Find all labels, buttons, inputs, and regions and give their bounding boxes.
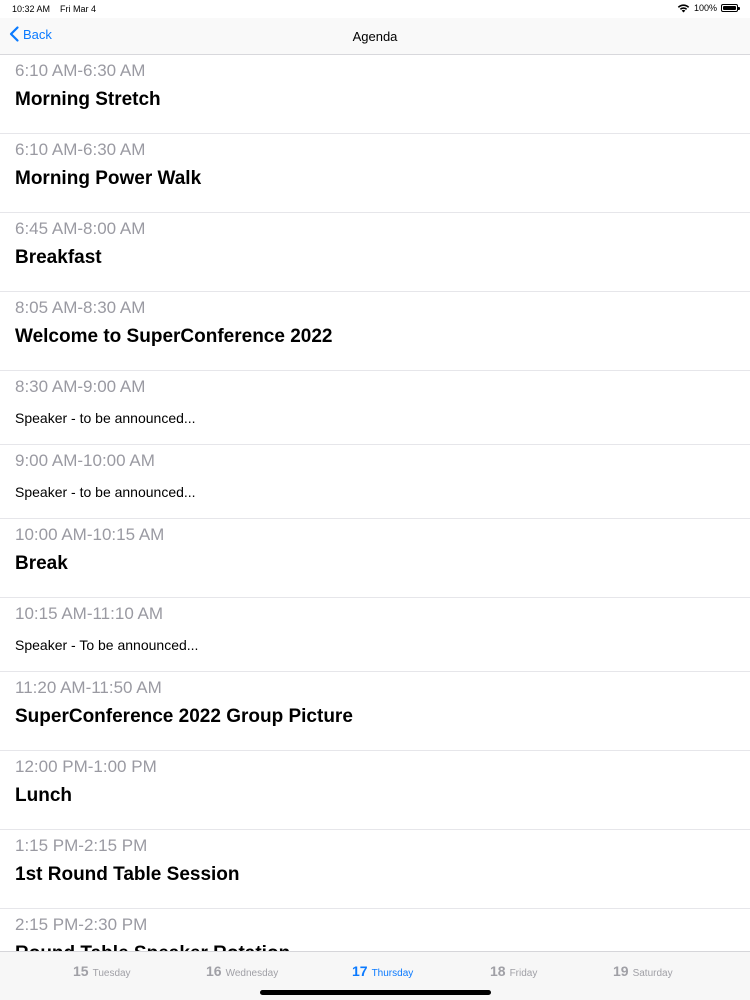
tab-day-17[interactable]	[352, 963, 413, 979]
tab-day-16[interactable]	[206, 963, 278, 979]
agenda-item-morning-power-walk[interactable]	[0, 134, 750, 213]
tab-day-19[interactable]	[613, 963, 673, 979]
battery-percent: 100%	[693, 3, 717, 13]
agenda-item-title: Morning Power Walk	[15, 168, 202, 189]
agenda-item-time: 9:00 AM-10:00 AM	[15, 451, 155, 470]
agenda-item-speaker: Speaker - to be announced...	[15, 410, 196, 426]
tab-day-18[interactable]	[490, 963, 537, 979]
agenda-item-time: 12:00 PM-1:00 PM	[15, 757, 157, 776]
agenda-item-time: 8:05 AM-8:30 AM	[15, 298, 146, 317]
agenda-item-time: 6:45 AM-8:00 AM	[15, 219, 146, 238]
tab-day-name: Thursday	[371, 968, 414, 979]
agenda-item-speaker-session[interactable]	[0, 371, 750, 445]
agenda-item-speaker-session[interactable]	[0, 445, 750, 519]
wifi-icon	[677, 3, 690, 13]
agenda-item-time: 10:00 AM-10:15 AM	[15, 525, 165, 544]
tab-day-number: 17	[352, 963, 368, 979]
agenda-item-title: 1st Round Table Session	[15, 864, 240, 885]
agenda-item-time: 8:30 AM-9:00 AM	[15, 377, 146, 396]
tab-day-name: Tuesday	[92, 968, 131, 979]
agenda-item-welcome[interactable]	[0, 292, 750, 371]
agenda-item-title: Lunch	[15, 785, 72, 806]
tab-day-number: 15	[73, 963, 89, 979]
agenda-item-break[interactable]	[0, 519, 750, 598]
home-indicator	[260, 990, 491, 995]
agenda-item-group-picture[interactable]	[0, 672, 750, 751]
status-date: Fri Mar 4	[60, 4, 96, 14]
agenda-item-time: 6:10 AM-6:30 AM	[15, 61, 146, 80]
agenda-item-lunch[interactable]	[0, 751, 750, 830]
agenda-item-time: 1:15 PM-2:15 PM	[15, 836, 148, 855]
agenda-item-speaker: Speaker - to be announced...	[15, 484, 196, 500]
agenda-item-time: 11:20 AM-11:50 AM	[15, 678, 162, 697]
agenda-item-title: Morning Stretch	[15, 89, 161, 110]
agenda-item-morning-stretch[interactable]	[0, 55, 750, 134]
tab-day-15[interactable]	[73, 963, 131, 979]
agenda-item-time: 10:15 AM-11:10 AM	[15, 604, 164, 623]
agenda-item-title: SuperConference 2022 Group Picture	[15, 706, 353, 727]
agenda-item-title: Break	[15, 553, 68, 574]
agenda-item-title: Breakfast	[15, 247, 102, 268]
agenda-item-title: Welcome to SuperConference 2022	[15, 326, 333, 347]
tab-day-number: 19	[613, 963, 629, 979]
status-bar	[0, 0, 750, 18]
agenda-item-speaker: Speaker - To be announced...	[15, 637, 199, 653]
nav-bar	[0, 18, 750, 55]
agenda-item-speaker-session[interactable]	[0, 598, 750, 672]
tab-day-name: Friday	[509, 968, 538, 979]
tab-day-number: 16	[206, 963, 222, 979]
tab-day-number: 18	[490, 963, 506, 979]
agenda-item-time: 6:10 AM-6:30 AM	[15, 140, 146, 159]
page-title: Agenda	[352, 29, 398, 44]
battery-icon	[721, 4, 738, 12]
status-right	[677, 3, 738, 13]
agenda-item-time: 2:15 PM-2:30 PM	[15, 915, 148, 934]
agenda-list[interactable]	[0, 55, 750, 951]
agenda-item-breakfast[interactable]	[0, 213, 750, 292]
status-time: 10:32 AM	[12, 4, 51, 14]
agenda-item-round-table-session[interactable]	[0, 830, 750, 909]
tab-day-name: Saturday	[632, 968, 673, 979]
back-label: Back	[23, 26, 52, 42]
tab-day-name: Wednesday	[225, 968, 279, 979]
